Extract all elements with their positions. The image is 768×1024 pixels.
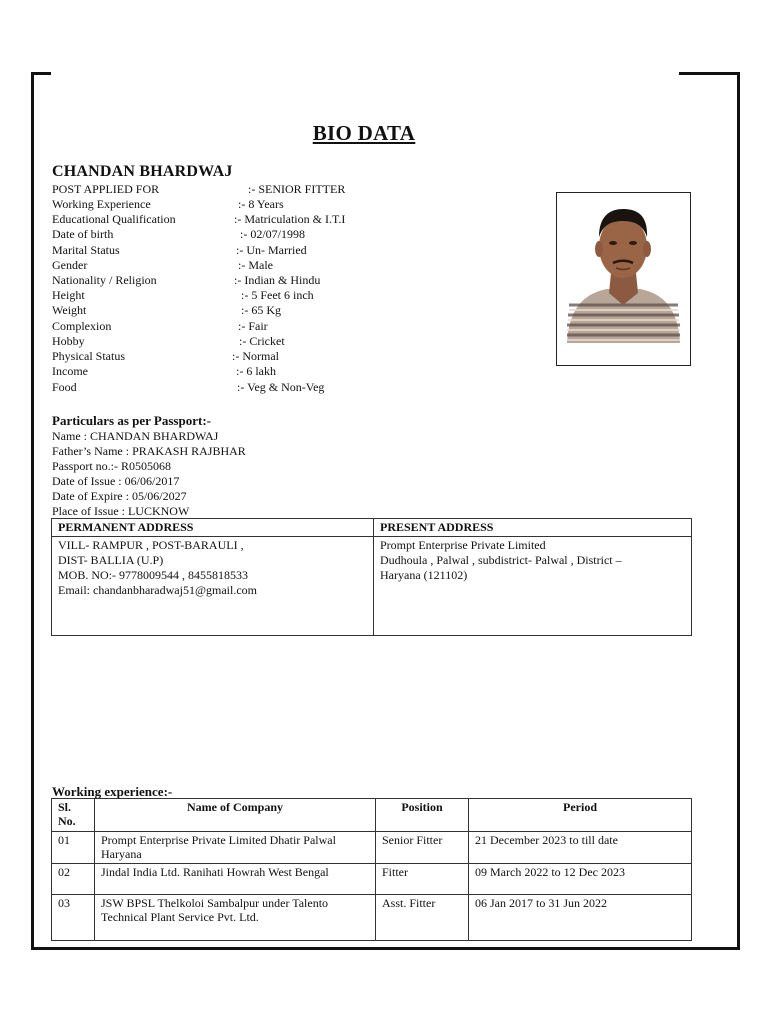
detail-value: :- Veg & Non-Veg xyxy=(237,380,325,394)
detail-label: POST APPLIED FOR xyxy=(52,182,160,196)
page-border-top-left xyxy=(31,72,51,75)
sl-no-header: Sl. No. xyxy=(52,799,95,832)
work-experience-heading: Working experience:- xyxy=(52,784,173,799)
detail-label: Educational Qualification xyxy=(52,212,176,226)
position-cell: Asst. Fitter xyxy=(376,895,469,941)
detail-label: Date of birth xyxy=(52,227,114,241)
detail-value: :- Cricket xyxy=(239,334,285,348)
address-row xyxy=(52,537,692,636)
detail-label: Working Experience xyxy=(52,197,151,211)
passport-issue-place: Place of Issue : LUCKNOW xyxy=(52,504,190,518)
detail-value: :- 6 lakh xyxy=(236,364,276,378)
present-address-heading: PRESENT ADDRESS xyxy=(374,519,692,537)
detail-label: Complexion xyxy=(52,319,112,333)
detail-value: :- 5 Feet 6 inch xyxy=(241,288,314,302)
passport-name: Name : CHANDAN BHARDWAJ xyxy=(52,429,219,443)
detail-value: :- 8 Years xyxy=(238,197,284,211)
present-address-line: Dudhoula , Palwal , subdistrict- Palwal , District – xyxy=(380,553,622,567)
detail-value: :- 02/07/1998 xyxy=(240,227,305,241)
portrait-image xyxy=(557,193,690,365)
detail-value: :- Normal xyxy=(232,349,279,363)
sl-no-cell: 02 xyxy=(52,864,95,895)
detail-value: :- Fair xyxy=(238,319,268,333)
permanent-address-line: DIST- BALLIA (U.P) xyxy=(58,553,164,567)
page-border-top-right xyxy=(679,72,740,75)
detail-label: Hobby xyxy=(52,334,85,348)
passport-expiry-date: Date of Expire : 05/06/2027 xyxy=(52,489,187,503)
sl-no-cell: 03 xyxy=(52,895,95,941)
address-table xyxy=(51,518,692,636)
page-border-right xyxy=(737,72,740,950)
detail-label: Income xyxy=(52,364,88,378)
detail-value: :- Male xyxy=(238,258,273,272)
passport-issue-date: Date of Issue : 06/06/2017 xyxy=(52,474,180,488)
candidate-name: CHANDAN BHARDWAJ xyxy=(52,163,233,180)
permanent-address xyxy=(52,537,374,636)
detail-value: :- Un- Married xyxy=(236,243,307,257)
passport-father-name: Father’s Name : PRAKASH RAJBHAR xyxy=(52,444,246,458)
page-border-left xyxy=(31,72,34,950)
page-border-bottom xyxy=(31,947,740,950)
passport-number: Passport no.:- R0505068 xyxy=(52,459,172,473)
period-cell: 06 Jan 2017 to 31 Jun 2022 xyxy=(469,895,692,941)
company-cell: Jindal India Ltd. Ranihati Howrah West Bengal xyxy=(95,864,376,895)
sl-no-cell: 01 xyxy=(52,832,95,864)
present-address-line: Prompt Enterprise Private Limited xyxy=(380,538,546,552)
page-title: BIO DATA xyxy=(312,121,416,145)
detail-label: Physical Status xyxy=(52,349,126,363)
company-cell: Prompt Enterprise Private Limited Dhatir Palwal Haryana xyxy=(95,832,376,864)
detail-label: Nationality / Religion xyxy=(52,273,157,287)
present-address xyxy=(374,537,692,636)
present-address-line: Haryana (121102) xyxy=(380,568,468,582)
period-cell: 09 March 2022 to 12 Dec 2023 xyxy=(469,864,692,895)
table-row xyxy=(52,832,692,864)
permanent-address-heading: PERMANENT ADDRESS xyxy=(52,519,374,537)
detail-label: Gender xyxy=(52,258,88,272)
permanent-address-line: VILL- RAMPUR , POST-BARAULI , xyxy=(58,538,244,552)
company-header: Name of Company xyxy=(95,799,376,832)
detail-label: Food xyxy=(52,380,77,394)
table-row xyxy=(52,864,692,895)
detail-label: Weight xyxy=(52,303,87,317)
passport-heading: Particulars as per Passport:- xyxy=(52,413,211,428)
position-cell: Senior Fitter xyxy=(376,832,469,864)
work-header-row xyxy=(52,799,692,832)
detail-value: :- 65 Kg xyxy=(241,303,281,317)
detail-value: :- Indian & Hindu xyxy=(234,273,321,287)
detail-label: Height xyxy=(52,288,85,302)
company-cell: JSW BPSL Thelkoloi Sambalpur under Talento Technical Plant Service Pvt. Ltd. xyxy=(95,895,376,941)
detail-label: Marital Status xyxy=(52,243,120,257)
period-cell: 21 December 2023 to till date xyxy=(469,832,692,864)
detail-value: :- SENIOR FITTER xyxy=(248,182,346,196)
work-experience-table xyxy=(51,798,692,941)
period-header: Period xyxy=(469,799,692,832)
table-row xyxy=(52,895,692,941)
detail-value: :- Matriculation & I.T.I xyxy=(234,212,346,226)
email-address: Email: chandanbharadwaj51@gmail.com xyxy=(58,583,257,597)
mobile-number: MOB. NO:- 9778009544 , 8455818533 xyxy=(58,568,249,582)
profile-photo xyxy=(556,192,691,366)
address-header-row xyxy=(52,519,692,537)
position-cell: Fitter xyxy=(376,864,469,895)
position-header: Position xyxy=(376,799,469,832)
